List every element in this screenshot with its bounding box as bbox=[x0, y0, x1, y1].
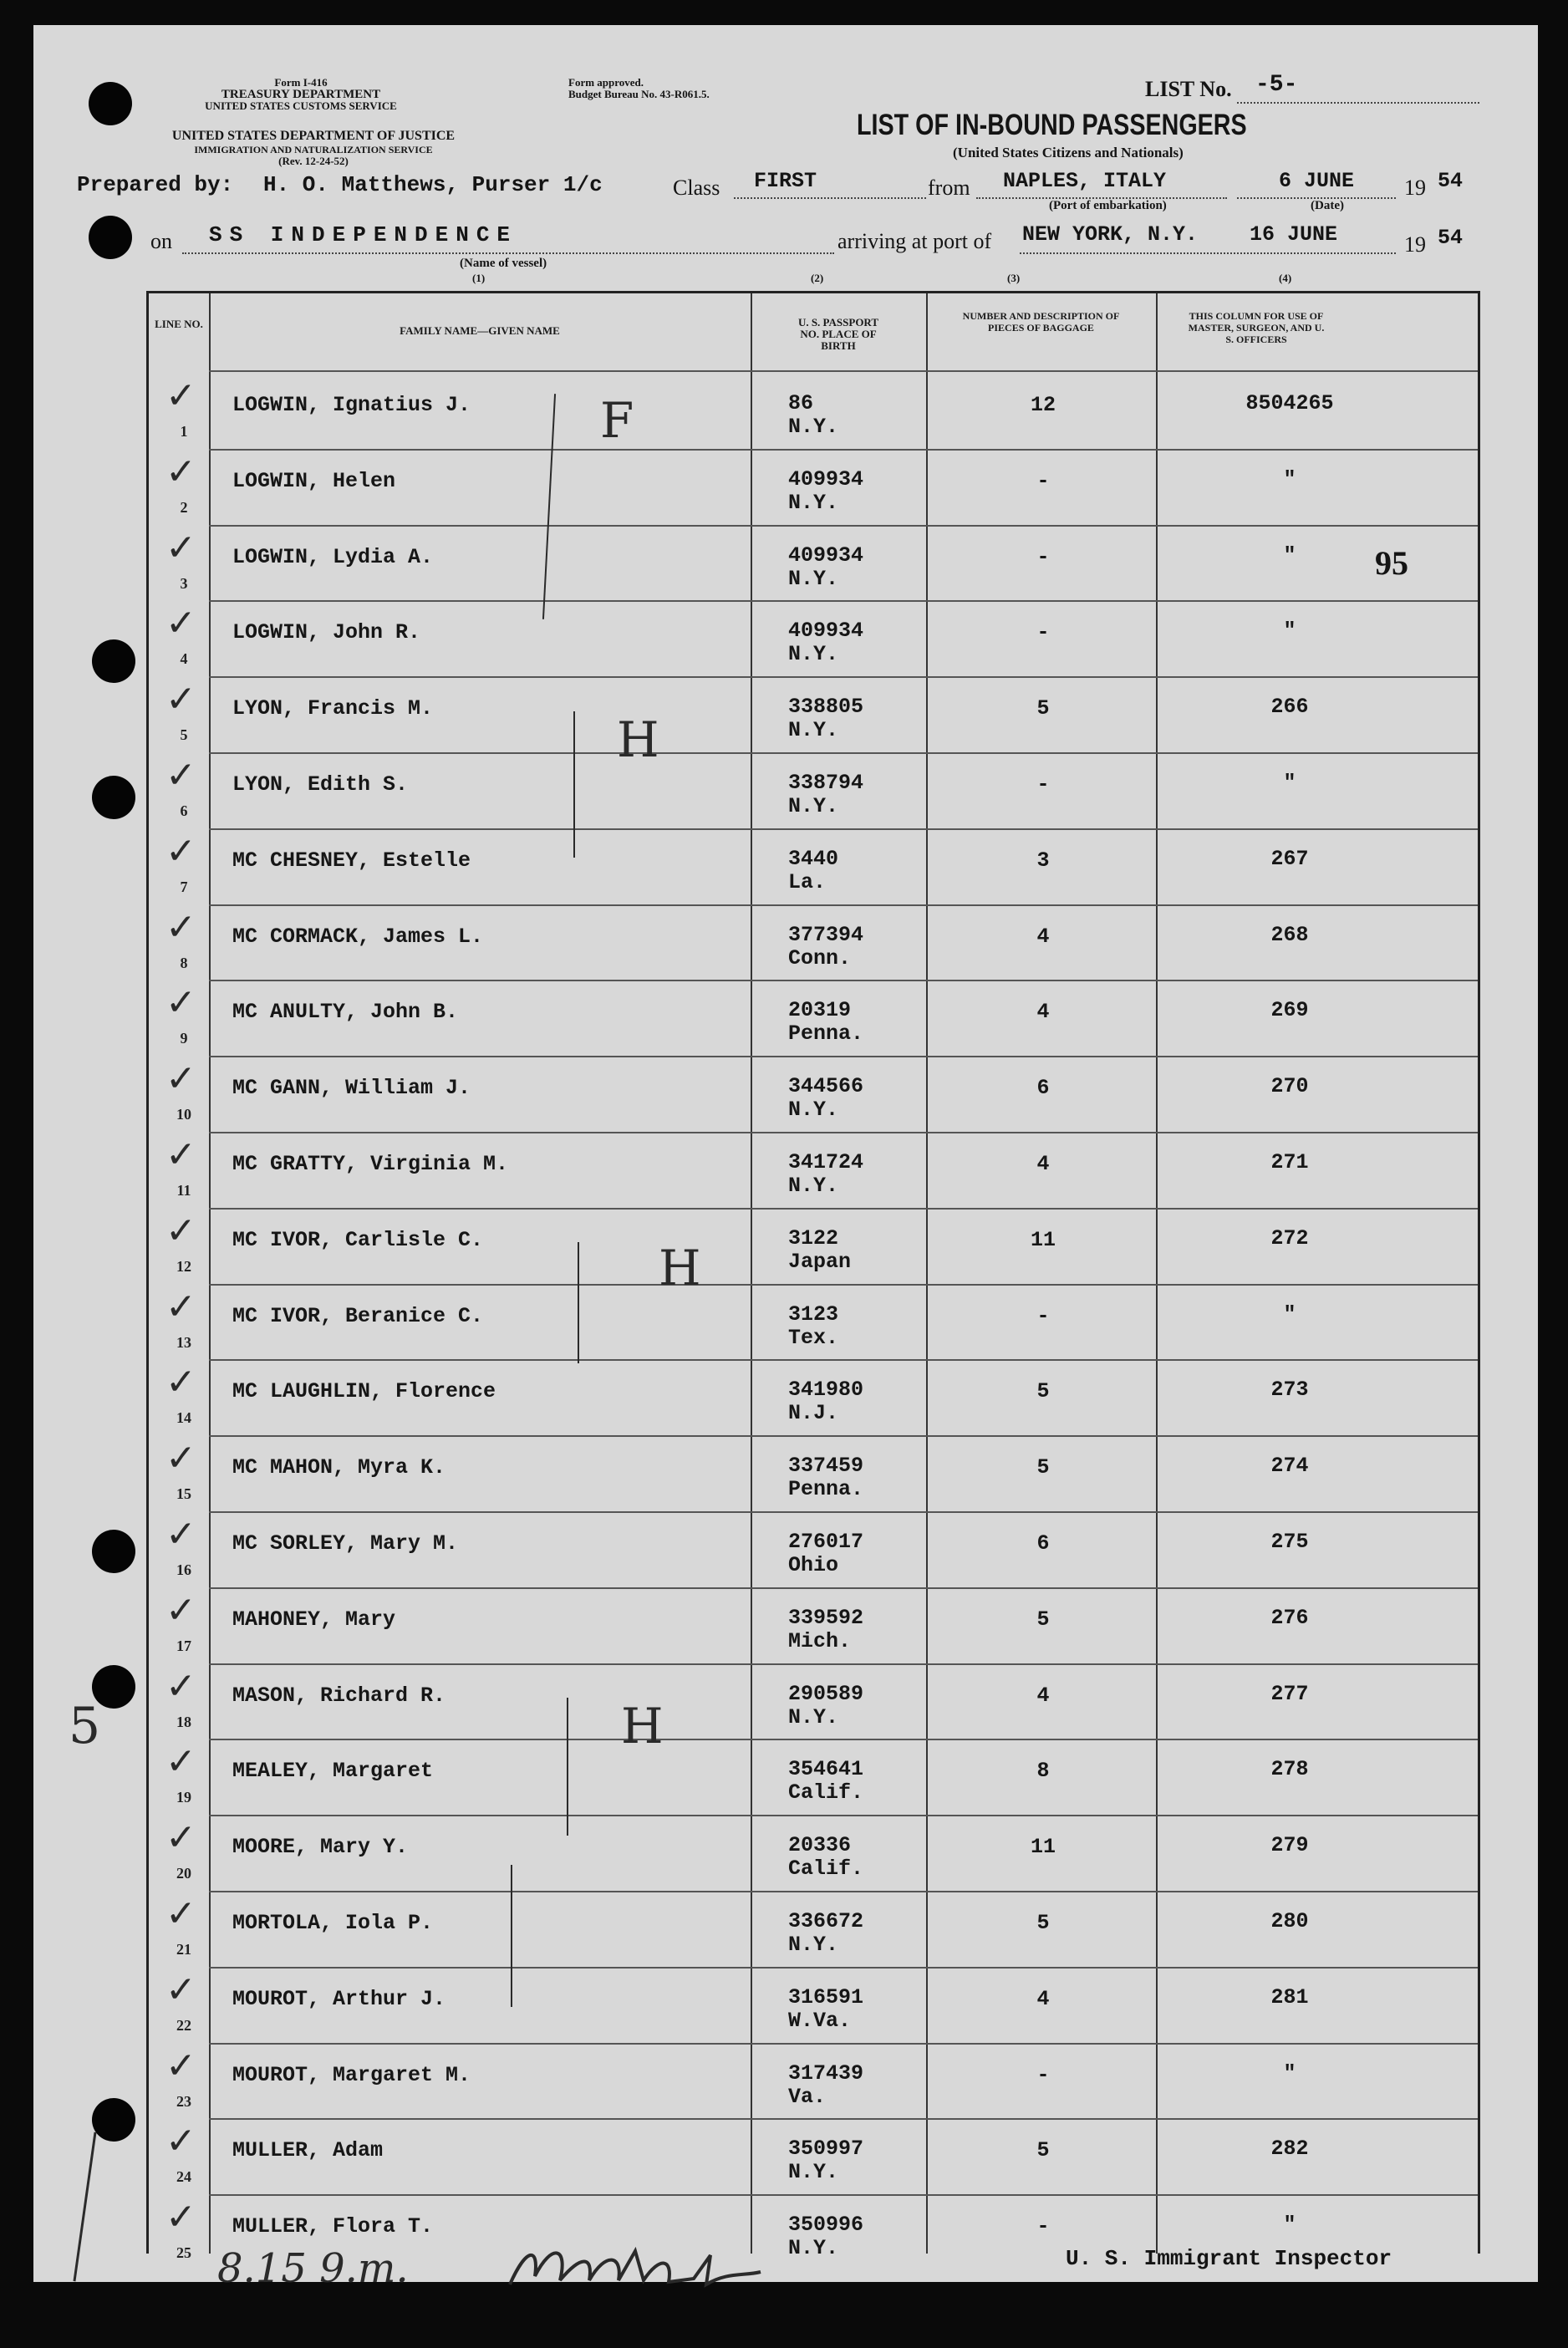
place-of-birth: W.Va. bbox=[788, 2008, 852, 2033]
passenger-name: LOGWIN, Ignatius J. bbox=[232, 393, 471, 417]
baggage-count: - bbox=[1036, 2214, 1050, 2239]
list-no-underline bbox=[1237, 102, 1479, 104]
arrival-port: NEW YORK, N.Y. bbox=[1022, 222, 1199, 247]
embark-year: 54 bbox=[1438, 169, 1464, 193]
table-row bbox=[149, 1132, 1478, 1208]
row-rule bbox=[209, 1284, 1478, 1286]
passport-number: 336672 bbox=[788, 1909, 864, 1933]
line-number: 19 bbox=[176, 1789, 191, 1806]
passenger-name: MASON, Richard R. bbox=[232, 1683, 446, 1708]
department-of-justice: UNITED STATES DEPARTMENT OF JUSTICE bbox=[171, 129, 456, 143]
passport-number: 337459 bbox=[788, 1454, 864, 1479]
officer-entry: 282 bbox=[1270, 2137, 1309, 2162]
passport-number: 350996 bbox=[788, 2213, 864, 2238]
line-number: 20 bbox=[176, 1865, 191, 1882]
passenger-name: MOUROT, Arthur J. bbox=[232, 1986, 446, 2011]
check-mark: ✓ bbox=[165, 1892, 196, 1935]
table-row bbox=[149, 1739, 1478, 1815]
line-number: 15 bbox=[176, 1485, 191, 1503]
line-number: 5 bbox=[180, 726, 188, 744]
form-approved: Form approved. bbox=[568, 76, 644, 89]
class-value: FIRST bbox=[754, 169, 817, 193]
check-mark: ✓ bbox=[165, 678, 196, 721]
place-of-birth: N.Y. bbox=[788, 415, 839, 439]
table-row bbox=[149, 1815, 1478, 1891]
group-mark-h: H bbox=[617, 711, 659, 768]
row-rule bbox=[209, 1967, 1478, 1969]
check-mark: ✓ bbox=[165, 2120, 196, 2163]
baggage-count: - bbox=[1036, 544, 1050, 569]
check-mark: ✓ bbox=[165, 1057, 196, 1101]
row-rule bbox=[209, 1435, 1478, 1437]
table-row bbox=[149, 1435, 1478, 1511]
passenger-name: MC IVOR, Beranice C. bbox=[232, 1303, 484, 1328]
row-rule bbox=[209, 449, 1478, 451]
page-title: LIST OF IN-BOUND PASSENGERS bbox=[857, 109, 1247, 141]
passenger-name: MC GRATTY, Virginia M. bbox=[232, 1152, 509, 1176]
table-row bbox=[149, 980, 1478, 1056]
arrival-year: 54 bbox=[1438, 226, 1464, 250]
line-number: 6 bbox=[180, 802, 188, 819]
punch-hole bbox=[92, 2098, 135, 2142]
row-rule bbox=[209, 1132, 1478, 1133]
row-rule bbox=[209, 600, 1478, 602]
arrival-date: 16 JUNE bbox=[1250, 222, 1338, 247]
table-row bbox=[149, 1587, 1478, 1663]
place-of-birth: N.Y. bbox=[788, 490, 839, 515]
passenger-name: MC MAHON, Myra K. bbox=[232, 1455, 446, 1480]
table-row bbox=[149, 2118, 1478, 2194]
baggage-count: 12 bbox=[1030, 393, 1056, 417]
passport-number: 3440 bbox=[788, 846, 839, 871]
place-of-birth: N.Y. bbox=[788, 566, 839, 591]
row-rule bbox=[209, 904, 1478, 906]
passport-number: 3123 bbox=[788, 1301, 839, 1327]
table-row bbox=[149, 2043, 1478, 2119]
place-of-birth: Calif. bbox=[788, 1856, 864, 1882]
col-num-3: (3) bbox=[1007, 272, 1021, 284]
punch-hole bbox=[89, 82, 132, 125]
row-rule bbox=[209, 2194, 1478, 2196]
check-mark: ✓ bbox=[165, 829, 196, 873]
passenger-name: LYON, Francis M. bbox=[232, 696, 434, 721]
table-row bbox=[149, 373, 1478, 449]
passport-number: 339592 bbox=[788, 1605, 864, 1630]
officer-entry: 275 bbox=[1270, 1530, 1309, 1554]
check-mark: ✓ bbox=[165, 450, 196, 493]
punch-hole bbox=[92, 639, 135, 683]
place-of-birth: La. bbox=[788, 869, 827, 894]
line-number: 4 bbox=[180, 650, 188, 668]
passenger-name: MC GANN, William J. bbox=[232, 1076, 471, 1101]
passport-number: 341980 bbox=[788, 1378, 864, 1403]
check-mark: ✓ bbox=[165, 2044, 196, 2087]
line-number: 9 bbox=[180, 1030, 188, 1047]
place-of-birth: Calif. bbox=[788, 1780, 864, 1806]
officer-entry: " bbox=[1283, 771, 1296, 795]
place-of-birth: N.Y. bbox=[788, 1098, 839, 1123]
officer-entry: 276 bbox=[1270, 1605, 1309, 1630]
table-row bbox=[149, 1511, 1478, 1587]
officer-entry: " bbox=[1283, 466, 1296, 492]
line-number: 1 bbox=[180, 423, 188, 440]
place-of-birth: Conn. bbox=[788, 945, 852, 970]
passenger-name: MC CORMACK, James L. bbox=[232, 924, 484, 949]
officer-entry: 279 bbox=[1270, 1833, 1309, 1858]
line-number: 21 bbox=[176, 1941, 191, 1958]
check-mark: ✓ bbox=[165, 905, 196, 949]
place-of-birth: N.Y. bbox=[788, 718, 839, 743]
budget-bureau: Budget Bureau No. 43-R061.5. bbox=[568, 88, 710, 100]
row-rule bbox=[209, 1511, 1478, 1513]
officer-entry: 274 bbox=[1270, 1454, 1309, 1479]
baggage-count: 4 bbox=[1036, 1152, 1050, 1176]
header-line-no: LINE NO. bbox=[155, 318, 203, 330]
class-label: Class bbox=[673, 176, 720, 200]
baggage-count: 8 bbox=[1036, 1759, 1050, 1784]
row-rule bbox=[209, 2118, 1478, 2120]
baggage-count: - bbox=[1036, 620, 1050, 645]
officer-entry: 270 bbox=[1270, 1074, 1309, 1099]
table-row bbox=[149, 525, 1478, 601]
group-bracket bbox=[573, 711, 575, 858]
place-of-birth: Ohio bbox=[788, 1553, 839, 1577]
row-rule bbox=[209, 752, 1478, 754]
form-number: Form I-416 bbox=[274, 76, 328, 89]
header-passport: U. S. PASSPORT NO. PLACE OF BIRTH bbox=[797, 316, 879, 352]
passport-number: 409934 bbox=[788, 542, 864, 568]
list-no-value: -5- bbox=[1255, 72, 1298, 98]
inspector-label: U. S. Immigrant Inspector bbox=[1066, 2246, 1392, 2271]
passenger-name: MAHONEY, Mary bbox=[232, 1607, 396, 1632]
punch-hole bbox=[92, 1530, 135, 1573]
place-of-birth: Japan bbox=[788, 1249, 852, 1274]
table-row bbox=[149, 600, 1478, 676]
table-row bbox=[149, 1967, 1478, 2043]
inspector-signature bbox=[501, 2238, 769, 2297]
baggage-count: - bbox=[1036, 1303, 1050, 1328]
officer-entry: 272 bbox=[1270, 1225, 1309, 1250]
header-name: FAMILY NAME—GIVEN NAME bbox=[400, 324, 560, 337]
line-number: 10 bbox=[176, 1106, 191, 1123]
check-mark: ✓ bbox=[165, 754, 196, 797]
row-rule bbox=[209, 1359, 1478, 1361]
passenger-name: LOGWIN, Helen bbox=[232, 468, 396, 493]
officer-entry: 277 bbox=[1270, 1681, 1309, 1706]
passport-number: 316591 bbox=[788, 1984, 864, 2009]
from-label: from bbox=[928, 176, 970, 200]
row-rule bbox=[209, 1663, 1478, 1665]
table-row bbox=[149, 1359, 1478, 1435]
line-number: 12 bbox=[176, 1257, 191, 1275]
group-bracket bbox=[578, 1242, 579, 1363]
on-label: on bbox=[150, 229, 172, 253]
place-of-birth: Penna. bbox=[788, 1021, 864, 1047]
check-mark: ✓ bbox=[165, 1437, 196, 1480]
passenger-name: MC CHESNEY, Estelle bbox=[232, 848, 471, 873]
table-row bbox=[149, 449, 1478, 525]
baggage-count: 4 bbox=[1036, 1000, 1050, 1025]
check-mark: ✓ bbox=[165, 1816, 196, 1860]
place-of-birth: N.Y. bbox=[788, 642, 839, 667]
group-bracket bbox=[567, 1698, 568, 1836]
footer-handwriting: 8.15 9.m. bbox=[217, 2245, 409, 2292]
officer-entry: 281 bbox=[1270, 1984, 1309, 2009]
check-mark: ✓ bbox=[165, 1968, 196, 2011]
col-num-4: (4) bbox=[1279, 272, 1292, 284]
officer-entry: 268 bbox=[1270, 922, 1309, 947]
check-mark: ✓ bbox=[165, 1664, 196, 1708]
baggage-count: - bbox=[1036, 772, 1050, 797]
baggage-count: 6 bbox=[1036, 1076, 1050, 1101]
passport-number: 3122 bbox=[788, 1225, 839, 1250]
officer-entry: 8504265 bbox=[1245, 391, 1334, 415]
table-row bbox=[149, 752, 1478, 828]
row-rule bbox=[209, 1815, 1478, 1816]
table-row bbox=[149, 828, 1478, 904]
passport-number: 276017 bbox=[788, 1530, 864, 1554]
passenger-name: MULLER, Flora T. bbox=[232, 2214, 434, 2239]
passport-number: 338794 bbox=[788, 771, 864, 795]
row-rule bbox=[209, 828, 1478, 830]
line-number: 7 bbox=[180, 878, 188, 895]
prepared-by-value: H. O. Matthews, Purser 1/c bbox=[263, 172, 603, 197]
table-row bbox=[149, 1056, 1478, 1132]
group-mark-h: H bbox=[659, 1240, 701, 1296]
line-number: 3 bbox=[180, 574, 188, 592]
passenger-name: MEALEY, Margaret bbox=[232, 1759, 434, 1784]
place-of-birth: N.Y. bbox=[788, 1174, 839, 1198]
group-bracket bbox=[511, 1865, 512, 2007]
passport-number: 338805 bbox=[788, 695, 864, 720]
table-row bbox=[149, 1284, 1478, 1360]
baggage-count: 5 bbox=[1036, 696, 1050, 721]
header-baggage: NUMBER AND DESCRIPTION OF PIECES OF BAGGAGE bbox=[962, 310, 1120, 334]
passenger-name: LOGWIN, John R. bbox=[232, 620, 421, 645]
year-prefix: 19 bbox=[1404, 176, 1426, 200]
row-rule bbox=[209, 1056, 1478, 1057]
manifest-sheet bbox=[33, 25, 1538, 2292]
officer-entry: 269 bbox=[1270, 998, 1309, 1023]
row-rule bbox=[209, 2043, 1478, 2045]
margin-stroke bbox=[73, 2132, 96, 2282]
justice-info bbox=[146, 129, 481, 167]
place-of-birth: N.Y. bbox=[788, 2236, 839, 2261]
check-mark: ✓ bbox=[165, 374, 196, 417]
place-of-birth: Mich. bbox=[788, 1628, 852, 1653]
table-row bbox=[149, 1663, 1478, 1739]
revision-date: (Rev. 12-24-52) bbox=[278, 155, 349, 167]
officer-entry: 266 bbox=[1270, 695, 1309, 720]
passenger-name: MC ANULTY, John B. bbox=[232, 1000, 459, 1025]
header-rule bbox=[209, 370, 1478, 372]
passport-number: 86 bbox=[788, 391, 814, 415]
check-mark: ✓ bbox=[165, 602, 196, 645]
place-of-birth: N.Y. bbox=[788, 2160, 839, 2185]
line-number: 25 bbox=[176, 2244, 191, 2262]
row-rule bbox=[209, 1587, 1478, 1589]
place-of-birth: N.J. bbox=[788, 1401, 839, 1426]
naturalization-service: IMMIGRATION AND NATURALIZATION SERVICE bbox=[194, 144, 433, 155]
line-number: 23 bbox=[176, 2092, 191, 2110]
passport-number: 350997 bbox=[788, 2137, 864, 2162]
form-approval bbox=[568, 77, 710, 100]
line-number: 11 bbox=[176, 1182, 191, 1199]
passenger-name: MOORE, Mary Y. bbox=[232, 1835, 409, 1860]
passport-number: 20336 bbox=[788, 1833, 852, 1858]
check-mark: ✓ bbox=[165, 526, 196, 569]
baggage-count: 5 bbox=[1036, 1455, 1050, 1480]
table-row bbox=[149, 676, 1478, 752]
table-row bbox=[149, 1208, 1478, 1284]
col-num-1: (1) bbox=[472, 272, 486, 284]
officer-entry: " bbox=[1283, 542, 1296, 568]
check-mark: ✓ bbox=[165, 1588, 196, 1632]
passenger-name: MULLER, Adam bbox=[232, 2138, 384, 2163]
passport-number: 354641 bbox=[788, 1757, 864, 1782]
arrival-year-prefix: 19 bbox=[1404, 232, 1426, 257]
treasury-department: TREASURY DEPARTMENT bbox=[221, 88, 381, 101]
passport-number: 20319 bbox=[788, 998, 852, 1023]
header-officers: THIS COLUMN FOR USE OF MASTER, SURGEON, AND U. S. OFFICERS bbox=[1188, 310, 1325, 345]
baggage-count: - bbox=[1036, 2062, 1050, 2087]
check-mark: ✓ bbox=[165, 981, 196, 1025]
passenger-name: MOUROT, Margaret M. bbox=[232, 2062, 471, 2087]
baggage-count: 4 bbox=[1036, 1683, 1050, 1708]
baggage-count: 5 bbox=[1036, 1379, 1050, 1404]
passport-number: 377394 bbox=[788, 922, 864, 947]
form-info bbox=[180, 77, 422, 112]
check-mark: ✓ bbox=[165, 1209, 196, 1252]
passport-number: 409934 bbox=[788, 466, 864, 492]
row-rule bbox=[209, 1208, 1478, 1210]
row-rule bbox=[209, 676, 1478, 678]
baggage-count: 4 bbox=[1036, 924, 1050, 949]
passport-number: 290589 bbox=[788, 1681, 864, 1706]
customs-service: UNITED STATES CUSTOMS SERVICE bbox=[205, 99, 397, 112]
officer-entry: " bbox=[1283, 1301, 1296, 1327]
line-number: 24 bbox=[176, 2168, 191, 2186]
check-mark: ✓ bbox=[165, 1285, 196, 1328]
line-number: 14 bbox=[176, 1409, 191, 1427]
place-of-birth: Penna. bbox=[788, 1477, 864, 1502]
embark-date: 6 JUNE bbox=[1279, 169, 1355, 193]
page-subtitle: (United States Citizens and Nationals) bbox=[953, 145, 1184, 160]
passenger-name: MC SORLEY, Mary M. bbox=[232, 1531, 459, 1556]
row-rule bbox=[209, 1739, 1478, 1740]
line-number: 16 bbox=[176, 1561, 191, 1578]
officer-entry: 271 bbox=[1270, 1150, 1309, 1174]
check-mark: ✓ bbox=[165, 1133, 196, 1176]
class-underline bbox=[734, 197, 926, 199]
place-of-birth: Va. bbox=[788, 2084, 827, 2109]
prepared-by-label: Prepared by: bbox=[77, 172, 234, 197]
vessel-underline bbox=[182, 252, 834, 254]
vessel-caption: (Name of vessel) bbox=[460, 257, 547, 270]
place-of-birth: Tex. bbox=[788, 1325, 839, 1350]
officer-entry: 278 bbox=[1270, 1757, 1309, 1782]
officer-entry: " bbox=[1283, 619, 1296, 644]
place-of-birth: N.Y. bbox=[788, 1704, 839, 1729]
line-number: 2 bbox=[180, 498, 188, 516]
baggage-count: 5 bbox=[1036, 1607, 1050, 1632]
row-rule bbox=[209, 980, 1478, 981]
passport-number: 317439 bbox=[788, 2060, 864, 2086]
baggage-count: 4 bbox=[1036, 1986, 1050, 2011]
margin-mark: 5 bbox=[69, 1697, 101, 1755]
check-mark: ✓ bbox=[165, 1361, 196, 1404]
passenger-name: LOGWIN, Lydia A. bbox=[232, 544, 434, 569]
baggage-count: - bbox=[1036, 468, 1050, 493]
passenger-name: MC LAUGHLIN, Florence bbox=[232, 1379, 496, 1404]
table-row bbox=[149, 904, 1478, 980]
officer-entry: " bbox=[1283, 2213, 1296, 2238]
embark-caption: (Port of embarkation) bbox=[1049, 199, 1167, 212]
officer-entry: 267 bbox=[1270, 846, 1309, 871]
arriving-label: arriving at port of bbox=[837, 229, 992, 253]
table-row bbox=[149, 1891, 1478, 1967]
page-number-stamp: 95 bbox=[1375, 544, 1408, 582]
list-no-label: LIST No. bbox=[1145, 77, 1232, 101]
place-of-birth: N.Y. bbox=[788, 794, 839, 818]
line-number: 17 bbox=[176, 1637, 191, 1654]
line-number: 22 bbox=[176, 2016, 191, 2034]
officer-entry: " bbox=[1283, 2060, 1296, 2086]
baggage-count: 5 bbox=[1036, 2138, 1050, 2163]
baggage-count: 5 bbox=[1036, 1911, 1050, 1935]
embark-port: NAPLES, ITALY bbox=[1003, 169, 1167, 193]
passenger-name: MORTOLA, Iola P. bbox=[232, 1911, 434, 1935]
vessel-name: SS INDEPENDENCE bbox=[209, 222, 518, 247]
group-mark-f: F bbox=[600, 392, 634, 449]
punch-hole bbox=[89, 216, 132, 259]
row-rule bbox=[209, 525, 1478, 527]
passport-number: 344566 bbox=[788, 1074, 864, 1099]
officer-entry: 280 bbox=[1270, 1909, 1309, 1933]
baggage-count: 6 bbox=[1036, 1531, 1050, 1556]
check-mark: ✓ bbox=[165, 1740, 196, 1784]
check-mark: ✓ bbox=[165, 2196, 196, 2239]
row-rule bbox=[209, 1891, 1478, 1892]
place-of-birth: N.Y. bbox=[788, 1933, 839, 1957]
punch-hole bbox=[92, 776, 135, 819]
col-num-2: (2) bbox=[811, 272, 824, 284]
date-caption: (Date) bbox=[1311, 199, 1344, 212]
arrival-underline bbox=[1020, 252, 1396, 254]
passenger-name: LYON, Edith S. bbox=[232, 772, 409, 797]
officer-entry: 273 bbox=[1270, 1378, 1309, 1403]
baggage-count: 11 bbox=[1030, 1227, 1056, 1252]
passport-number: 409934 bbox=[788, 619, 864, 644]
passport-number: 341724 bbox=[788, 1150, 864, 1174]
baggage-count: 3 bbox=[1036, 848, 1050, 873]
passenger-name: MC IVOR, Carlisle C. bbox=[232, 1227, 484, 1252]
line-number: 18 bbox=[176, 1713, 191, 1730]
group-mark-h: H bbox=[621, 1698, 664, 1755]
baggage-count: 11 bbox=[1030, 1835, 1056, 1860]
line-number: 8 bbox=[180, 954, 188, 971]
line-number: 13 bbox=[176, 1333, 191, 1351]
check-mark: ✓ bbox=[165, 1513, 196, 1556]
